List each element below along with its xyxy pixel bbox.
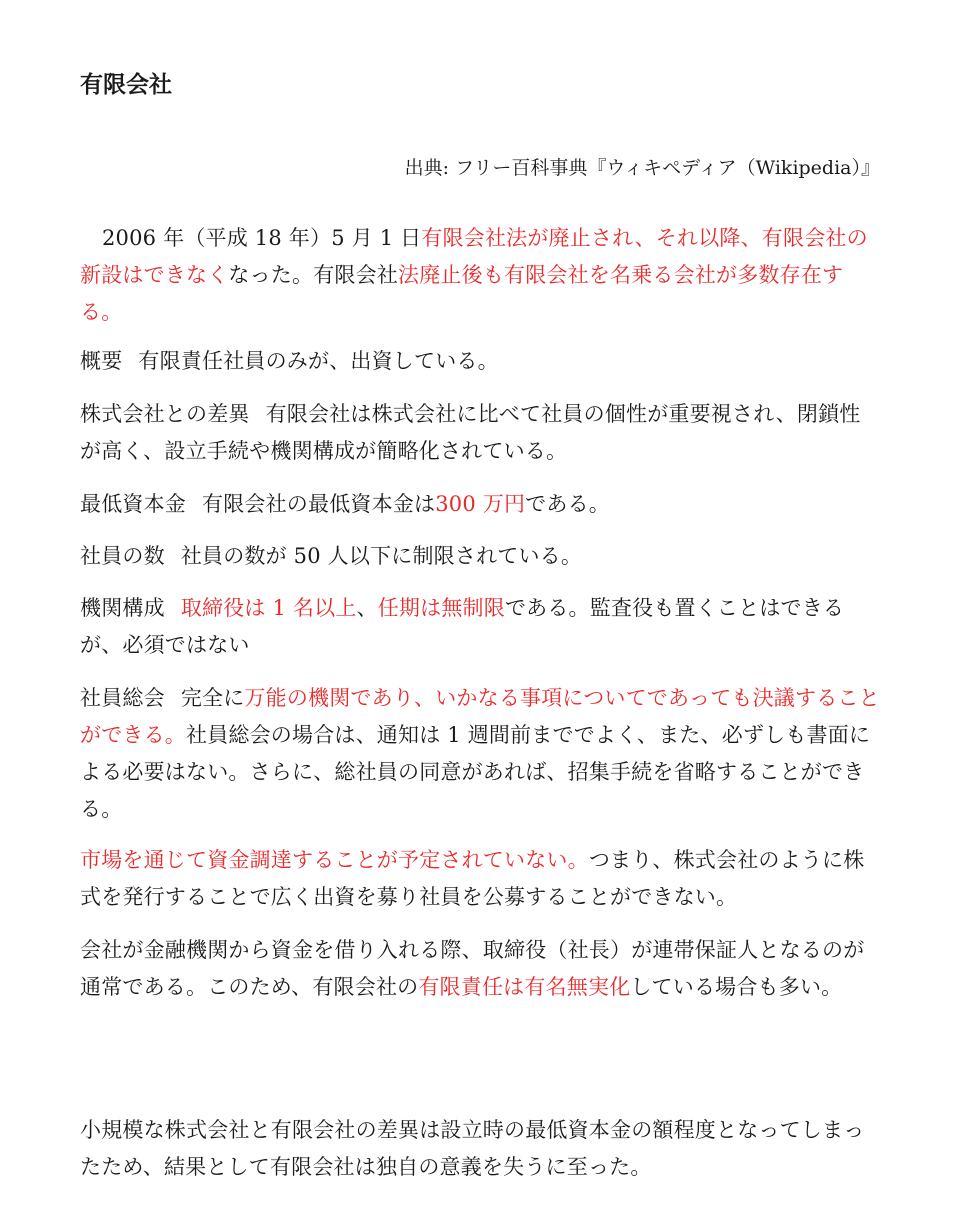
members-label: 社員の数 <box>80 544 165 568</box>
guarantee-text: 会社が金融機関から資金を借り入れる際、取締役（社長）が連帯保証人となるのが通常である。このため、有限会社の <box>80 938 865 999</box>
members-text: 社員の数が 50 人以下に制限されている。 <box>180 544 583 568</box>
intro-paragraph <box>80 220 880 331</box>
market-paragraph <box>80 842 880 916</box>
organs-highlight-term: 任期は無制限 <box>377 596 505 620</box>
conclusion-paragraph <box>80 1112 880 1186</box>
organs-text: である。監査役も置くことはできるが、必須ではない <box>80 596 845 657</box>
guarantee-highlight: 有限責任は有名無実化 <box>418 975 631 999</box>
capital-paragraph <box>80 486 880 523</box>
difference-text: 有限会社は株式会社に比べて社員の個性が重要視され、閉鎖性が高く、設立手続や機関構成が簡略化されている。 <box>80 402 861 463</box>
capital-text: 有限会社の最低資本金は <box>202 492 436 516</box>
intro-text: なった。有限会社 <box>228 263 399 287</box>
capital-label: 最低資本金 <box>80 492 186 516</box>
intro-highlight-existing: 法廃止後も有限会社を名乗る会社が多数存在する。 <box>80 263 844 324</box>
organs-comma: 、 <box>356 596 378 620</box>
assembly-highlight: 万能の機関であり、いかなる事項についてであっても決議することができる。 <box>80 686 880 747</box>
overview-paragraph <box>80 343 880 380</box>
guarantee-text-end: している場合も多い。 <box>630 975 843 999</box>
conclusion-text: 小規模な株式会社と有限会社の差異は設立時の最低資本金の額程度となってしまったため、結果として有限会社は独自の意義を失うに至った。 <box>80 1118 865 1179</box>
capital-text-end: である。 <box>525 492 610 516</box>
page-title: 有限会社 <box>80 72 172 98</box>
assembly-text: 社員総会の場合は、通知は 1 週間前まででよく、また、必ずしも書面による必要はない。さらに、総社員の同意があれば、招集手続を省略することができる。 <box>80 723 871 821</box>
overview-text: 有限責任社員のみが、出資している。 <box>138 349 499 373</box>
capital-amount: 300 万円 <box>435 492 526 516</box>
intro-highlight-abolition: 有限会社法が廃止され、それ以降、有限会社の新設はできなく <box>80 226 868 287</box>
difference-label: 株式会社との差異 <box>80 402 250 426</box>
organs-label: 機関構成 <box>80 596 165 620</box>
difference-paragraph <box>80 396 880 470</box>
market-text: つまり、株式会社のように株式を発行することで広く出資を募り社員を公募することができない。 <box>80 848 865 909</box>
assembly-label: 社員総会 <box>80 686 165 710</box>
source-citation: 出典: フリー百科事典『ウィキペディア（Wikipedia）』 <box>404 157 880 179</box>
assembly-paragraph <box>80 680 880 828</box>
overview-label: 概要 <box>80 349 123 373</box>
intro-date: 2006 年（平成 18 年）5 月 1 日 <box>102 226 422 250</box>
guarantee-paragraph <box>80 932 880 1006</box>
members-paragraph <box>80 538 880 575</box>
market-highlight: 市場を通じて資金調達することが予定されていない。 <box>80 848 589 872</box>
organs-paragraph <box>80 590 880 664</box>
assembly-text-start: 完全に <box>180 686 245 710</box>
organs-highlight-directors: 取締役は 1 名以上 <box>180 596 357 620</box>
